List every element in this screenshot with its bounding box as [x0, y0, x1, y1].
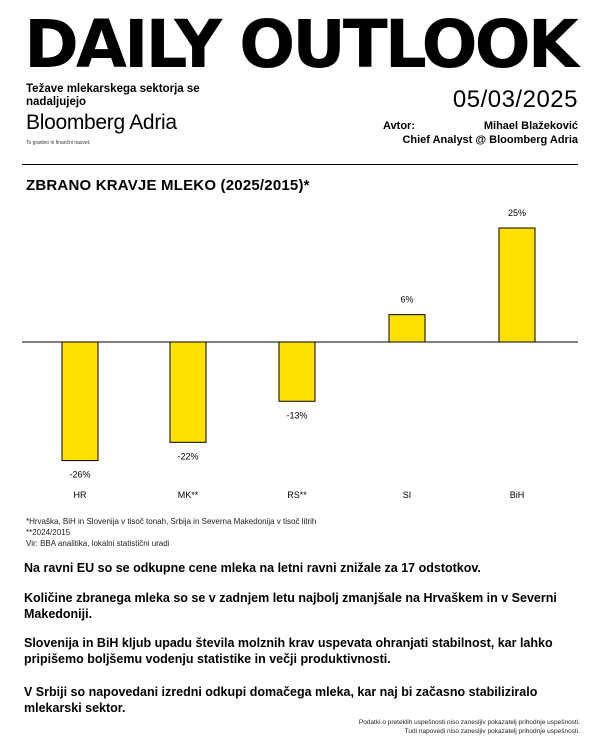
- commentary-paragraph: Na ravni EU so se odkupne cene mleka na letni ravni znižale za 17 odstotkov.: [24, 561, 481, 575]
- report-subtitle: Težave mlekarskega sektorja se nadaljujejo: [26, 83, 200, 108]
- bar-value-label: 25%: [507, 208, 527, 218]
- bar-hr: [62, 342, 98, 461]
- chart-footnote: *Hrvaška, BiH in Slovenija v tisoč tonah, Srbija in Severna Makedonija v tisoč litrih: [26, 517, 317, 526]
- report-date: 05/03/2025: [452, 86, 578, 113]
- bar-mk: [170, 342, 206, 442]
- bar-si: [389, 315, 425, 342]
- commentary-paragraph: V Srbiji so napovedani izredni odkupi domačega mleka, kar naj bi začasno stabiliziralo mlekarski sektor.: [24, 685, 538, 715]
- category-label: HR: [73, 490, 87, 500]
- commentary-paragraph: Slovenija in BiH kljub upadu števila molznih krav uspevata ohranjati stabilnost, kar lahko pripišemo boljšemu vodenju statistike in večji produktivnosti.: [24, 636, 553, 666]
- masthead-title: DAILY OUTLOOK: [24, 6, 576, 83]
- chart-notes: [26, 516, 316, 549]
- brand-logo: Bloomberg Adria: [26, 111, 177, 134]
- category-label: BiH: [509, 490, 525, 500]
- author-role: Chief Analyst @ Bloomberg Adria: [402, 134, 578, 146]
- chart-source: Vir: BBA analitika, lokalni statistični uradi: [26, 539, 170, 548]
- disclaimer-line: Podatki o preteklih uspešnosti niso zanesljiv pokazatelj prihodnje uspešnosti.: [358, 719, 580, 726]
- category-label: RS**: [287, 490, 307, 500]
- bar-value-label: -22%: [177, 451, 199, 462]
- bar-value-label: -26%: [69, 469, 91, 480]
- disclaimer: [359, 718, 580, 736]
- disclaimer-line: Tudi napovedi niso zanesljiv pokazatelj prihodnje uspešnosti.: [404, 728, 580, 735]
- bar-bih: [499, 228, 535, 342]
- category-label: SI: [402, 490, 412, 500]
- bar-value-label: 6%: [400, 294, 414, 305]
- author-label: Avtor:: [383, 120, 415, 132]
- chart-footnote: **2024/2015: [26, 528, 71, 537]
- chart-bars: [62, 228, 535, 461]
- chart-title: ZBRANO KRAVJE MLEKO (2025/2015)*: [26, 177, 310, 194]
- bar-rs: [279, 342, 315, 401]
- commentary-paragraph: Količine zbranega mleka so se v zadnjem letu najbolj zmanjšale na Hrvaškem in v Severni Makedoniji.: [24, 591, 557, 621]
- brand-tagline: To gradivo ni finančni nasvet.: [26, 140, 91, 146]
- category-label: MK**: [177, 490, 199, 500]
- chart-category-labels: [74, 490, 525, 500]
- author-name: Mihael Blažeković: [483, 120, 578, 132]
- bar-value-label: -13%: [286, 410, 308, 421]
